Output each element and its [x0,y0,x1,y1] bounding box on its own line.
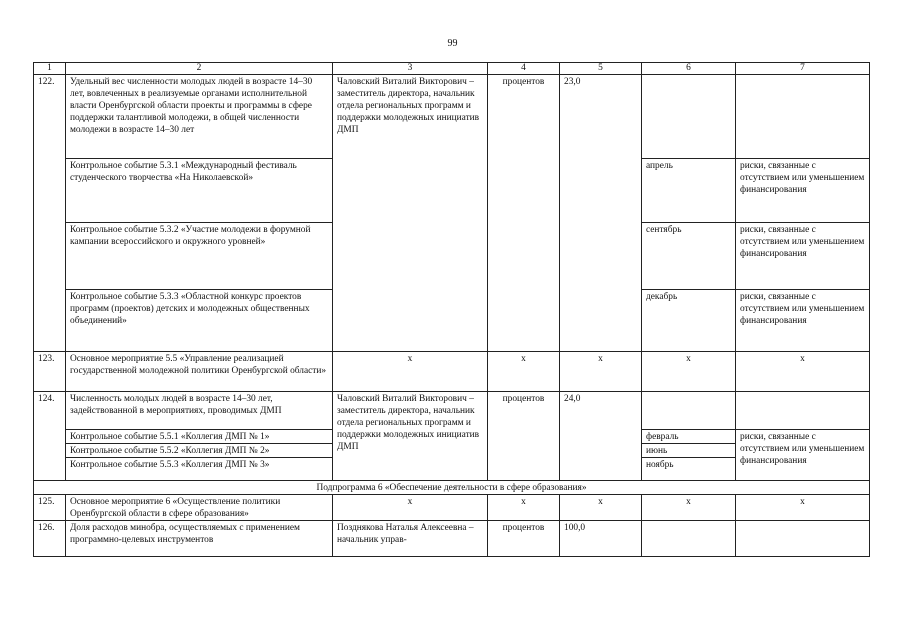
event-description: Контрольное событие 5.3.2 «Участие молодежи в форумной кампании всероссийского и окружного уровней» [66,223,333,290]
header-row [34,63,870,75]
x-cell: x [736,352,870,392]
x-cell: x [488,352,560,392]
responsible-person: Чаловский Виталий Викторович – заместитель директора, начальник отдела региональных программ и поддержки молодежных инициатив ДМП [333,392,488,481]
event-description: Контрольное событие 5.3.1 «Международный фестиваль студенческого творчества «На Николаевской» [66,159,333,223]
table-row [34,495,870,521]
unit-cell: процентов [488,75,560,352]
event-month: декабрь [642,290,736,352]
row-number: 125. [34,495,66,521]
plan-table [33,62,870,557]
responsible-person: Чаловский Виталий Викторович – заместитель директора, начальник отдела региональных программ и поддержки молодежных инициатив ДМП [333,75,488,352]
table-row [34,75,870,159]
section-row [34,481,870,495]
x-cell: x [560,495,642,521]
value-cell: 23,0 [560,75,642,352]
header-cell: 3 [333,63,488,75]
empty-cell [736,521,870,557]
x-cell: x [736,495,870,521]
x-cell: x [488,495,560,521]
unit-cell: процентов [488,392,560,481]
unit-cell: процентов [488,521,560,557]
section-title: Подпрограмма 6 «Обеспечение деятельности в сфере образования» [34,481,870,495]
header-cell: 2 [66,63,333,75]
indicator-description: Численность молодых людей в возрасте 14–30 лет, задействованной в мероприятиях, проводимых ДМП [66,392,333,430]
table-row [34,352,870,392]
row-number: 123. [34,352,66,392]
event-month: июнь [642,444,736,458]
value-cell: 24,0 [560,392,642,481]
empty-cell [642,392,736,430]
empty-cell [736,392,870,430]
x-cell: x [333,352,488,392]
indicator-description: Доля расходов минобра, осуществляемых с применением программно-целевых инструментов [66,521,333,557]
empty-cell [642,75,736,159]
header-cell: 6 [642,63,736,75]
risk-description: риски, связанные с отсутствием или уменьшением финансирования [736,430,870,481]
empty-cell [736,75,870,159]
header-cell: 7 [736,63,870,75]
header-cell: 1 [34,63,66,75]
event-month: апрель [642,159,736,223]
event-month: февраль [642,430,736,444]
empty-cell [642,521,736,557]
row-number: 122. [34,75,66,352]
header-cell: 4 [488,63,560,75]
event-description: Контрольное событие 5.3.3 «Областной конкурс проектов программ (проектов) детских и молодежных общественных объединений» [66,290,333,352]
risk-description: риски, связанные с отсутствием или уменьшением финансирования [736,290,870,352]
event-month: сентябрь [642,223,736,290]
responsible-person: Позднякова Наталья Алексеевна – начальник управ- [333,521,488,557]
x-cell: x [642,352,736,392]
row-number: 126. [34,521,66,557]
table-row [34,392,870,430]
event-month: ноябрь [642,458,736,481]
event-description: Контрольное событие 5.5.3 «Коллегия ДМП № 3» [66,458,333,481]
row-number: 124. [34,392,66,481]
event-description: Контрольное событие 5.5.1 «Коллегия ДМП № 1» [66,430,333,444]
activity-description: Основное мероприятие 6 «Осуществление политики Оренбургской области в сфере образования» [66,495,333,521]
risk-description: риски, связанные с отсутствием или уменьшением финансирования [736,159,870,223]
indicator-description: Удельный вес численности молодых людей в возрасте 14–30 лет, вовлеченных в реализуемые органами исполнительной власти Оренбургской области проекты и программы в сфере поддержки талантливой молодежи, в общей численности молодежи в возрасте 14–30 лет [66,75,333,159]
value-cell: 100,0 [560,521,642,557]
risk-description: риски, связанные с отсутствием или уменьшением финансирования [736,223,870,290]
x-cell: x [642,495,736,521]
event-description: Контрольное событие 5.5.2 «Коллегия ДМП № 2» [66,444,333,458]
x-cell: x [560,352,642,392]
header-cell: 5 [560,63,642,75]
x-cell: x [333,495,488,521]
table-row [34,521,870,557]
page-number: 99 [447,38,458,49]
activity-description: Основное мероприятие 5.5 «Управление реализацией государственной молодежной политики Оренбургской области» [66,352,333,392]
